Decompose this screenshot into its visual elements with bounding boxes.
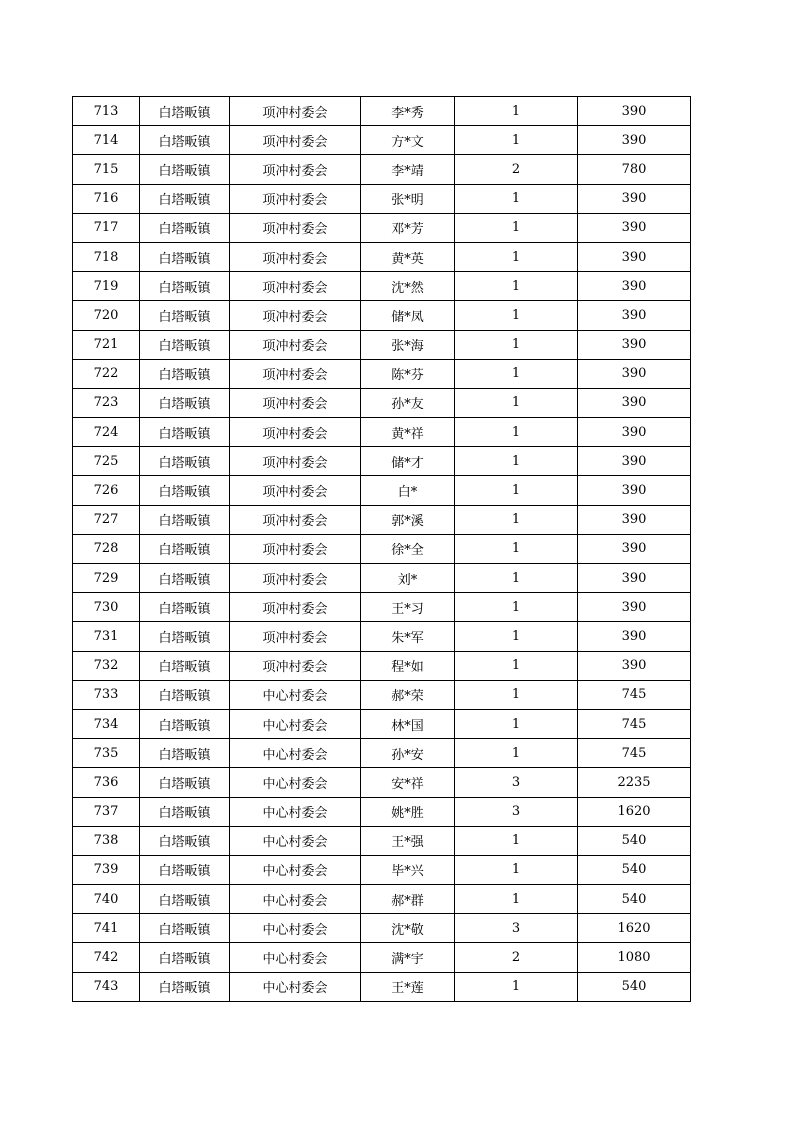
serial-number-cell: 718 — [73, 242, 140, 271]
table-row — [73, 826, 691, 855]
village-committee-cell: 中心村委会 — [230, 826, 361, 855]
table-row — [73, 301, 691, 330]
table-row — [73, 534, 691, 563]
town-cell: 白塔畈镇 — [140, 651, 230, 680]
household-count-cell: 1 — [455, 885, 578, 914]
town-cell: 白塔畈镇 — [140, 564, 230, 593]
person-name-cell: 方*文 — [361, 126, 455, 155]
household-count-cell: 1 — [455, 593, 578, 622]
town-cell: 白塔畈镇 — [140, 739, 230, 768]
household-count-cell: 1 — [455, 418, 578, 447]
amount-cell: 390 — [578, 213, 691, 242]
table-row — [73, 564, 691, 593]
village-committee-cell: 项冲村委会 — [230, 272, 361, 301]
town-cell: 白塔畈镇 — [140, 476, 230, 505]
serial-number-cell: 736 — [73, 768, 140, 797]
household-count-cell: 1 — [455, 972, 578, 1001]
amount-cell: 390 — [578, 622, 691, 651]
village-committee-cell: 项冲村委会 — [230, 155, 361, 184]
serial-number-cell: 715 — [73, 155, 140, 184]
household-count-cell: 1 — [455, 826, 578, 855]
serial-number-cell: 734 — [73, 709, 140, 738]
serial-number-cell: 743 — [73, 972, 140, 1001]
town-cell: 白塔畈镇 — [140, 272, 230, 301]
person-name-cell: 张*明 — [361, 184, 455, 213]
household-count-cell: 1 — [455, 272, 578, 301]
amount-cell: 390 — [578, 418, 691, 447]
village-committee-cell: 中心村委会 — [230, 797, 361, 826]
household-count-cell: 1 — [455, 126, 578, 155]
person-name-cell: 储*凤 — [361, 301, 455, 330]
household-count-cell: 1 — [455, 213, 578, 242]
household-count-cell: 1 — [455, 855, 578, 884]
amount-cell: 390 — [578, 184, 691, 213]
amount-cell: 745 — [578, 739, 691, 768]
serial-number-cell: 725 — [73, 447, 140, 476]
village-committee-cell: 项冲村委会 — [230, 505, 361, 534]
household-count-cell: 2 — [455, 155, 578, 184]
person-name-cell: 王*强 — [361, 826, 455, 855]
table-body — [73, 97, 691, 1002]
table-row — [73, 768, 691, 797]
table-row — [73, 359, 691, 388]
town-cell: 白塔畈镇 — [140, 943, 230, 972]
village-committee-cell: 项冲村委会 — [230, 213, 361, 242]
serial-number-cell: 739 — [73, 855, 140, 884]
person-name-cell: 黄*英 — [361, 242, 455, 271]
serial-number-cell: 730 — [73, 593, 140, 622]
amount-cell: 1620 — [578, 797, 691, 826]
household-count-cell: 1 — [455, 388, 578, 417]
person-name-cell: 张*海 — [361, 330, 455, 359]
person-name-cell: 程*如 — [361, 651, 455, 680]
household-count-cell: 1 — [455, 184, 578, 213]
household-count-cell: 1 — [455, 564, 578, 593]
table-row — [73, 972, 691, 1001]
amount-cell: 390 — [578, 272, 691, 301]
town-cell: 白塔畈镇 — [140, 330, 230, 359]
town-cell: 白塔畈镇 — [140, 534, 230, 563]
serial-number-cell: 740 — [73, 885, 140, 914]
person-name-cell: 姚*胜 — [361, 797, 455, 826]
village-committee-cell: 项冲村委会 — [230, 534, 361, 563]
subsidy-table — [72, 96, 691, 1002]
person-name-cell: 沈*然 — [361, 272, 455, 301]
village-committee-cell: 项冲村委会 — [230, 651, 361, 680]
village-committee-cell: 项冲村委会 — [230, 418, 361, 447]
amount-cell: 390 — [578, 534, 691, 563]
table-row — [73, 651, 691, 680]
town-cell: 白塔畈镇 — [140, 155, 230, 184]
village-committee-cell: 项冲村委会 — [230, 242, 361, 271]
serial-number-cell: 742 — [73, 943, 140, 972]
amount-cell: 1080 — [578, 943, 691, 972]
town-cell: 白塔畈镇 — [140, 447, 230, 476]
serial-number-cell: 727 — [73, 505, 140, 534]
village-committee-cell: 中心村委会 — [230, 680, 361, 709]
amount-cell: 540 — [578, 885, 691, 914]
table-row — [73, 476, 691, 505]
person-name-cell: 刘* — [361, 564, 455, 593]
table-row — [73, 855, 691, 884]
serial-number-cell: 716 — [73, 184, 140, 213]
table-row — [73, 388, 691, 417]
table-row — [73, 885, 691, 914]
household-count-cell: 1 — [455, 330, 578, 359]
person-name-cell: 黄*祥 — [361, 418, 455, 447]
household-count-cell: 1 — [455, 301, 578, 330]
table-row — [73, 272, 691, 301]
amount-cell: 540 — [578, 826, 691, 855]
village-committee-cell: 项冲村委会 — [230, 476, 361, 505]
household-count-cell: 1 — [455, 505, 578, 534]
table-row — [73, 213, 691, 242]
town-cell: 白塔畈镇 — [140, 680, 230, 709]
village-committee-cell: 中心村委会 — [230, 739, 361, 768]
village-committee-cell: 项冲村委会 — [230, 593, 361, 622]
serial-number-cell: 732 — [73, 651, 140, 680]
serial-number-cell: 731 — [73, 622, 140, 651]
table-row — [73, 739, 691, 768]
town-cell: 白塔畈镇 — [140, 709, 230, 738]
amount-cell: 390 — [578, 505, 691, 534]
serial-number-cell: 723 — [73, 388, 140, 417]
town-cell: 白塔畈镇 — [140, 388, 230, 417]
town-cell: 白塔畈镇 — [140, 213, 230, 242]
person-name-cell: 郝*群 — [361, 885, 455, 914]
person-name-cell: 朱*军 — [361, 622, 455, 651]
town-cell: 白塔畈镇 — [140, 505, 230, 534]
serial-number-cell: 714 — [73, 126, 140, 155]
serial-number-cell: 741 — [73, 914, 140, 943]
amount-cell: 540 — [578, 855, 691, 884]
person-name-cell: 孙*安 — [361, 739, 455, 768]
household-count-cell: 1 — [455, 359, 578, 388]
serial-number-cell: 720 — [73, 301, 140, 330]
village-committee-cell: 项冲村委会 — [230, 447, 361, 476]
village-committee-cell: 中心村委会 — [230, 768, 361, 797]
table-row — [73, 709, 691, 738]
amount-cell: 780 — [578, 155, 691, 184]
table-row — [73, 505, 691, 534]
table-row — [73, 97, 691, 126]
household-count-cell: 1 — [455, 447, 578, 476]
household-count-cell: 1 — [455, 680, 578, 709]
village-committee-cell: 中心村委会 — [230, 914, 361, 943]
serial-number-cell: 738 — [73, 826, 140, 855]
town-cell: 白塔畈镇 — [140, 768, 230, 797]
table-row — [73, 447, 691, 476]
person-name-cell: 李*靖 — [361, 155, 455, 184]
household-count-cell: 1 — [455, 709, 578, 738]
person-name-cell: 安*祥 — [361, 768, 455, 797]
amount-cell: 390 — [578, 126, 691, 155]
household-count-cell: 3 — [455, 914, 578, 943]
household-count-cell: 1 — [455, 622, 578, 651]
serial-number-cell: 728 — [73, 534, 140, 563]
village-committee-cell: 中心村委会 — [230, 972, 361, 1001]
serial-number-cell: 737 — [73, 797, 140, 826]
village-committee-cell: 项冲村委会 — [230, 97, 361, 126]
village-committee-cell: 中心村委会 — [230, 885, 361, 914]
person-name-cell: 王*莲 — [361, 972, 455, 1001]
person-name-cell: 王*习 — [361, 593, 455, 622]
person-name-cell: 白* — [361, 476, 455, 505]
amount-cell: 540 — [578, 972, 691, 1001]
person-name-cell: 陈*芬 — [361, 359, 455, 388]
serial-number-cell: 726 — [73, 476, 140, 505]
amount-cell: 390 — [578, 564, 691, 593]
amount-cell: 390 — [578, 388, 691, 417]
serial-number-cell: 722 — [73, 359, 140, 388]
table-row — [73, 797, 691, 826]
amount-cell: 390 — [578, 593, 691, 622]
serial-number-cell: 717 — [73, 213, 140, 242]
amount-cell: 745 — [578, 680, 691, 709]
serial-number-cell: 735 — [73, 739, 140, 768]
village-committee-cell: 项冲村委会 — [230, 388, 361, 417]
amount-cell: 390 — [578, 330, 691, 359]
village-committee-cell: 中心村委会 — [230, 709, 361, 738]
town-cell: 白塔畈镇 — [140, 418, 230, 447]
serial-number-cell: 724 — [73, 418, 140, 447]
table-row — [73, 593, 691, 622]
town-cell: 白塔畈镇 — [140, 301, 230, 330]
serial-number-cell: 713 — [73, 97, 140, 126]
household-count-cell: 3 — [455, 768, 578, 797]
person-name-cell: 沈*敬 — [361, 914, 455, 943]
amount-cell: 390 — [578, 651, 691, 680]
person-name-cell: 徐*全 — [361, 534, 455, 563]
table-row — [73, 680, 691, 709]
village-committee-cell: 项冲村委会 — [230, 126, 361, 155]
serial-number-cell: 733 — [73, 680, 140, 709]
table-row — [73, 622, 691, 651]
amount-cell: 745 — [578, 709, 691, 738]
town-cell: 白塔畈镇 — [140, 622, 230, 651]
household-count-cell: 1 — [455, 534, 578, 563]
town-cell: 白塔畈镇 — [140, 97, 230, 126]
person-name-cell: 毕*兴 — [361, 855, 455, 884]
household-count-cell: 3 — [455, 797, 578, 826]
village-committee-cell: 项冲村委会 — [230, 359, 361, 388]
town-cell: 白塔畈镇 — [140, 242, 230, 271]
person-name-cell: 储*才 — [361, 447, 455, 476]
table-row — [73, 184, 691, 213]
village-committee-cell: 项冲村委会 — [230, 184, 361, 213]
household-count-cell: 2 — [455, 943, 578, 972]
person-name-cell: 李*秀 — [361, 97, 455, 126]
town-cell: 白塔畈镇 — [140, 914, 230, 943]
town-cell: 白塔畈镇 — [140, 855, 230, 884]
table-row — [73, 418, 691, 447]
town-cell: 白塔畈镇 — [140, 126, 230, 155]
amount-cell: 390 — [578, 301, 691, 330]
village-committee-cell: 中心村委会 — [230, 855, 361, 884]
person-name-cell: 林*国 — [361, 709, 455, 738]
table-row — [73, 943, 691, 972]
village-committee-cell: 项冲村委会 — [230, 622, 361, 651]
town-cell: 白塔畈镇 — [140, 359, 230, 388]
table-row — [73, 330, 691, 359]
person-name-cell: 郝*荣 — [361, 680, 455, 709]
person-name-cell: 满*宇 — [361, 943, 455, 972]
household-count-cell: 1 — [455, 476, 578, 505]
table-row — [73, 126, 691, 155]
household-count-cell: 1 — [455, 242, 578, 271]
town-cell: 白塔畈镇 — [140, 826, 230, 855]
amount-cell: 1620 — [578, 914, 691, 943]
town-cell: 白塔畈镇 — [140, 972, 230, 1001]
amount-cell: 390 — [578, 242, 691, 271]
person-name-cell: 孙*友 — [361, 388, 455, 417]
village-committee-cell: 项冲村委会 — [230, 330, 361, 359]
table-row — [73, 242, 691, 271]
village-committee-cell: 项冲村委会 — [230, 301, 361, 330]
village-committee-cell: 项冲村委会 — [230, 564, 361, 593]
amount-cell: 390 — [578, 447, 691, 476]
town-cell: 白塔畈镇 — [140, 184, 230, 213]
town-cell: 白塔畈镇 — [140, 885, 230, 914]
village-committee-cell: 中心村委会 — [230, 943, 361, 972]
town-cell: 白塔畈镇 — [140, 797, 230, 826]
town-cell: 白塔畈镇 — [140, 593, 230, 622]
household-count-cell: 1 — [455, 97, 578, 126]
household-count-cell: 1 — [455, 651, 578, 680]
table-row — [73, 155, 691, 184]
serial-number-cell: 721 — [73, 330, 140, 359]
table-row — [73, 914, 691, 943]
amount-cell: 390 — [578, 359, 691, 388]
person-name-cell: 郭*溪 — [361, 505, 455, 534]
serial-number-cell: 719 — [73, 272, 140, 301]
household-count-cell: 1 — [455, 739, 578, 768]
serial-number-cell: 729 — [73, 564, 140, 593]
person-name-cell: 邓*芳 — [361, 213, 455, 242]
amount-cell: 2235 — [578, 768, 691, 797]
amount-cell: 390 — [578, 476, 691, 505]
amount-cell: 390 — [578, 97, 691, 126]
